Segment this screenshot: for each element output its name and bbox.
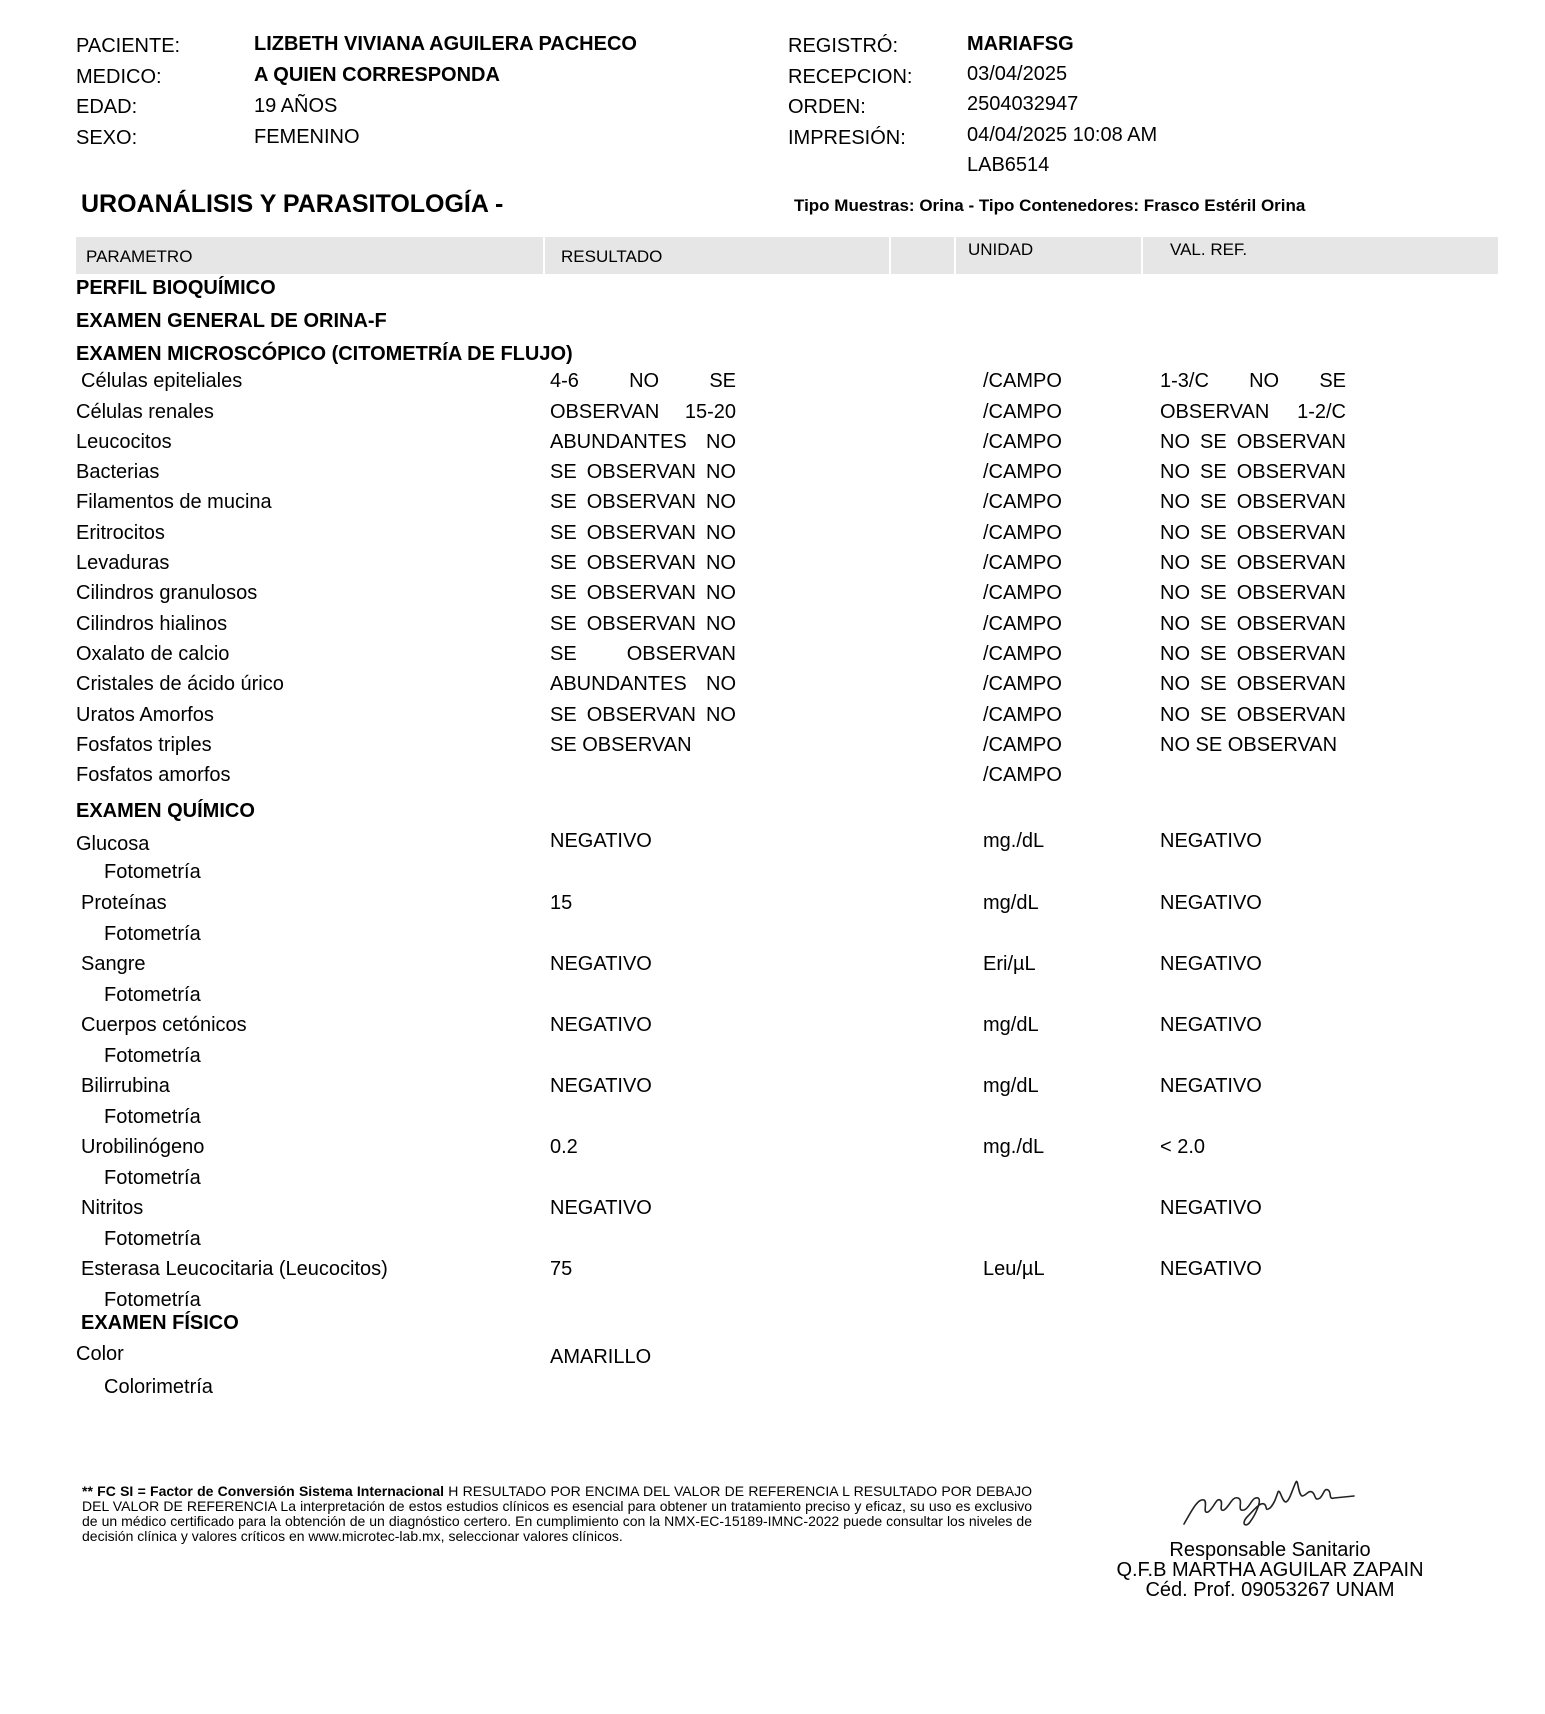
reference-token: SE [1200,613,1227,635]
edad-value: 19 AÑOS [254,95,338,117]
result-token: OBSERVAN [586,704,696,726]
reference-value [1160,370,1346,393]
reference-token: 1-2/C [1297,401,1346,423]
reference-token: NO [1160,552,1190,574]
result-value [550,401,736,424]
unit-value: /CAMPO [983,764,1062,786]
result-value: NEGATIVO [550,830,652,852]
recepcion-label: RECEPCION: [788,66,913,88]
reference-token: SE [1200,552,1227,574]
result-token: SE [550,522,577,544]
param-name: Urobilinógeno [81,1136,205,1158]
param-name: Cilindros hialinos [76,613,228,635]
table-row [0,461,1545,491]
section-ego: EXAMEN GENERAL DE ORINA-F [76,310,387,332]
table-row [0,704,1545,734]
table-row [0,491,1545,521]
reference-token: OBSERVAN [1236,461,1346,483]
reference-value [1160,522,1346,545]
reference-token: SE [1200,461,1227,483]
reference-token: 1-3/C [1160,370,1209,392]
result-value [550,734,736,757]
reference-token: OBSERVAN [1236,643,1346,665]
unit-value: mg/dL [983,892,1039,914]
table-row [0,953,1545,983]
header-val-ref: VAL. REF. [1170,240,1248,259]
result-value: AMARILLO [550,1346,652,1368]
method-label: Fotometría [104,1045,201,1067]
unit-value: /CAMPO [983,582,1062,604]
reference-token: NO [1249,370,1280,392]
method-label: Fotometría [104,1289,201,1311]
recepcion-value: 03/04/2025 [967,63,1068,85]
signature-role: Responsable Sanitario [1169,1539,1371,1561]
table-header [76,237,1498,274]
method-label: Fotometría [104,1167,201,1189]
param-name: Nitritos [81,1197,144,1219]
result-value: 75 [550,1258,573,1280]
unit-value: /CAMPO [983,552,1062,574]
reference-token: OBSERVAN [1236,582,1346,604]
unit-value: Eri/µL [983,953,1036,975]
table-row [0,1197,1545,1227]
unit-value: mg./dL [983,830,1045,852]
reference-value [1160,734,1346,757]
param-name: Bacterias [76,461,160,483]
unit-value: /CAMPO [983,643,1062,665]
result-token: NO [705,491,736,513]
param-name: Bilirrubina [81,1075,170,1097]
result-token: NO [705,704,736,726]
table-row [0,643,1545,673]
reference-token: SE [1200,643,1227,665]
table-row [0,522,1545,552]
unit-value: mg/dL [983,1075,1039,1097]
param-name: Proteínas [81,892,167,914]
param-name: Fosfatos triples [76,734,212,756]
method-label: Fotometría [104,861,201,883]
table-row [0,764,1545,794]
reference-token: OBSERVAN [1236,431,1346,453]
result-value [550,491,736,514]
header-parametro: PARAMETRO [86,247,193,266]
reference-value: < 2.0 [1160,1136,1206,1158]
reference-token: OBSERVAN [1236,613,1346,635]
header-resultado: RESULTADO [561,247,663,266]
result-token: OBSERVAN [586,522,696,544]
orden-label: ORDEN: [788,96,866,118]
result-token: SE [550,552,577,574]
reference-token: SE [1200,491,1227,513]
result-token: SE [709,370,736,392]
signature-block [1100,1540,1440,1600]
header-unidad: UNIDAD [968,240,1034,259]
result-value: 0.2 [550,1136,578,1158]
unit-value: /CAMPO [983,461,1062,483]
param-name: Cuerpos cetónicos [81,1014,247,1036]
result-token: OBSERVAN [626,643,736,665]
lab-code: LAB6514 [967,154,1050,176]
table-row [0,1075,1545,1105]
table-row [0,552,1545,582]
orden-value: 2504032947 [967,93,1079,115]
table-row [0,582,1545,612]
table-row [0,830,1545,860]
unit-value: /CAMPO [983,431,1062,453]
result-token: SE OBSERVAN [550,734,692,756]
reference-token: NO SE OBSERVAN [1160,734,1338,756]
result-token: OBSERVAN [586,613,696,635]
registro-value: MARIAFSG [967,33,1074,55]
reference-token: NO [1160,673,1190,695]
reference-token: NO [1160,491,1190,513]
reference-value [1160,613,1346,636]
header-divider [543,237,545,274]
reference-value [1160,401,1346,424]
result-token: NO [706,673,736,695]
param-name: Fosfatos amorfos [76,764,231,786]
impresion-label: IMPRESIÓN: [788,127,906,149]
table-row [0,1136,1545,1166]
reference-value [1160,431,1346,454]
header-divider [1141,237,1143,274]
unit-value: /CAMPO [983,704,1062,726]
reference-value: NEGATIVO [1160,830,1262,852]
unit-value: /CAMPO [983,370,1062,392]
result-token: NO [705,522,736,544]
unit-value: /CAMPO [983,522,1062,544]
result-token: OBSERVAN [586,582,696,604]
unit-value: /CAMPO [983,491,1062,513]
result-token: NO [705,582,736,604]
table-row [0,673,1545,703]
result-value: 15 [550,892,573,914]
result-value [550,704,736,727]
medico-label: MEDICO: [76,66,162,88]
param-name: Cilindros granulosos [76,582,258,604]
result-token: NO [705,613,736,635]
param-name: Glucosa [76,833,150,855]
result-value: NEGATIVO [550,1197,652,1219]
reference-token: NO [1160,704,1190,726]
reference-token: OBSERVAN [1236,552,1346,574]
result-token: SE [550,491,577,513]
reference-value: NEGATIVO [1160,1075,1262,1097]
reference-value: NEGATIVO [1160,1197,1262,1219]
table-row [0,431,1545,461]
reference-value [1160,491,1346,514]
result-value [550,370,736,393]
method-label: Fotometría [104,1106,201,1128]
reference-token: NO [1160,431,1190,453]
param-name: Oxalato de calcio [76,643,230,665]
reference-value: NEGATIVO [1160,1014,1262,1036]
table-row [0,1258,1545,1288]
reference-token: OBSERVAN [1236,704,1346,726]
signature-image [1178,1462,1358,1532]
table-row [0,401,1545,431]
result-value [550,522,736,545]
result-token: OBSERVAN [586,491,696,513]
section-micro: EXAMEN MICROSCÓPICO (CITOMETRÍA DE FLUJO) [76,343,573,365]
table-row [0,370,1545,400]
unit-value: /CAMPO [983,734,1062,756]
method-label: Fotometría [104,923,201,945]
reference-token: OBSERVAN [1236,491,1346,513]
section-perfil: PERFIL BIOQUÍMICO [76,277,276,299]
reference-token: NO [1160,613,1190,635]
reference-token: NO [1160,522,1190,544]
result-value: NEGATIVO [550,1075,652,1097]
reference-token: OBSERVAN [1236,522,1346,544]
reference-token: NO [1160,461,1190,483]
unit-value: Leu/µL [983,1258,1045,1280]
result-value: NEGATIVO [550,1014,652,1036]
section-title: UROANÁLISIS Y PARASITOLOGÍA - [81,190,504,218]
unit-value: /CAMPO [983,401,1062,423]
result-token: OBSERVAN [586,461,696,483]
result-value [550,431,736,454]
result-token: OBSERVAN [550,401,660,423]
method-label: Colorimetría [104,1376,213,1398]
section-fisico: EXAMEN FÍSICO [81,1312,239,1334]
result-value [550,461,736,484]
result-token: ABUNDANTES [550,431,687,453]
result-token: SE [550,582,577,604]
reference-token: SE [1200,673,1227,695]
reference-token: SE [1200,704,1227,726]
table-row [0,734,1545,764]
footnote-text: H RESULTADO POR ENCIMA DEL VALOR DE REFERENCIA L RESULTADO POR DEBAJO DEL VALOR DE REFERENCIA La interpretación de estos estudios clínicos es esencial para obtener un tratamiento preciso y eficaz, su uso es exclusivo de un médico certificado para la obtención de un diagnóstico certero. En cumplimiento con la NMX-EC-15189-IMNC-2022 puede consultar los niveles de decisión clínica y valores críticos en www.microtec-lab.mx, seleccionar valores clínicos. [82,1483,1032,1544]
unit-value: mg./dL [983,1136,1045,1158]
header-divider [954,237,956,274]
section-quimico: EXAMEN QUÍMICO [76,800,255,822]
table-row [0,613,1545,643]
result-token: NO [629,370,660,392]
result-token: NO [705,552,736,574]
unit-value: /CAMPO [983,673,1062,695]
reference-value: NEGATIVO [1160,953,1262,975]
param-name: Color [76,1343,124,1365]
reference-value [1160,582,1346,605]
result-token: OBSERVAN [586,552,696,574]
result-token: 4-6 [550,370,579,392]
param-name: Sangre [81,953,146,975]
result-token: SE [550,704,577,726]
signature-name: Q.F.B MARTHA AGUILAR ZAPAIN [1116,1559,1424,1581]
result-token: SE [550,461,577,483]
reference-token: NO [1160,643,1190,665]
registro-label: REGISTRÓ: [788,35,899,57]
result-value [550,582,736,605]
method-label: Fotometría [104,984,201,1006]
unit-value: mg/dL [983,1014,1039,1036]
method-label: Fotometría [104,1228,201,1250]
reference-value: NEGATIVO [1160,1258,1262,1280]
result-token: SE [550,613,577,635]
paciente-value: LIZBETH VIVIANA AGUILERA PACHECO [254,33,637,55]
footnote [82,1484,1032,1544]
param-name: Uratos Amorfos [76,704,214,726]
reference-value [1160,704,1346,727]
table-row [0,1343,1545,1373]
param-name: Cristales de ácido úrico [76,673,284,695]
result-token: NO [705,461,736,483]
reference-token: SE [1319,370,1346,392]
table-row [0,892,1545,922]
param-name: Células renales [76,401,214,423]
result-value [550,643,736,666]
result-token: ABUNDANTES [550,673,687,695]
param-name: Eritrocitos [76,522,165,544]
param-name: Levaduras [76,552,170,574]
param-name: Filamentos de mucina [76,491,272,513]
reference-token: SE [1200,522,1227,544]
reference-token: NO [1160,582,1190,604]
table-row [0,1014,1545,1044]
paciente-label: PACIENTE: [76,35,181,57]
param-name: Esterasa Leucocitaria (Leucocitos) [81,1258,388,1280]
footnote-bold: ** FC SI = Factor de Conversión Sistema Internacional [82,1483,445,1499]
impresion-value: 04/04/2025 10:08 AM [967,124,1158,146]
reference-token: SE [1200,431,1227,453]
reference-token: OBSERVAN [1160,401,1270,423]
param-name: Leucocitos [76,431,172,453]
sexo-label: SEXO: [76,127,138,149]
result-token: NO [706,431,736,453]
medico-value: A QUIEN CORRESPONDA [254,64,500,86]
result-value [550,673,736,696]
sample-info: Tipo Muestras: Orina - Tipo Contenedores: Frasco Estéril Orina [794,196,1306,215]
signature-cedula: Céd. Prof. 09053267 UNAM [1145,1579,1395,1601]
result-value [550,552,736,575]
result-token: SE [550,643,577,665]
result-token: 15-20 [684,401,736,423]
edad-label: EDAD: [76,96,138,118]
header-divider [889,237,891,274]
result-value [550,613,736,636]
unit-value: /CAMPO [983,613,1062,635]
reference-value: NEGATIVO [1160,892,1262,914]
reference-value [1160,643,1346,666]
reference-value [1160,552,1346,575]
reference-value [1160,461,1346,484]
reference-value [1160,673,1346,696]
param-name: Células epiteliales [81,370,243,392]
reference-token: OBSERVAN [1236,673,1346,695]
reference-token: SE [1200,582,1227,604]
sexo-value: FEMENINO [254,126,360,148]
result-value: NEGATIVO [550,953,652,975]
